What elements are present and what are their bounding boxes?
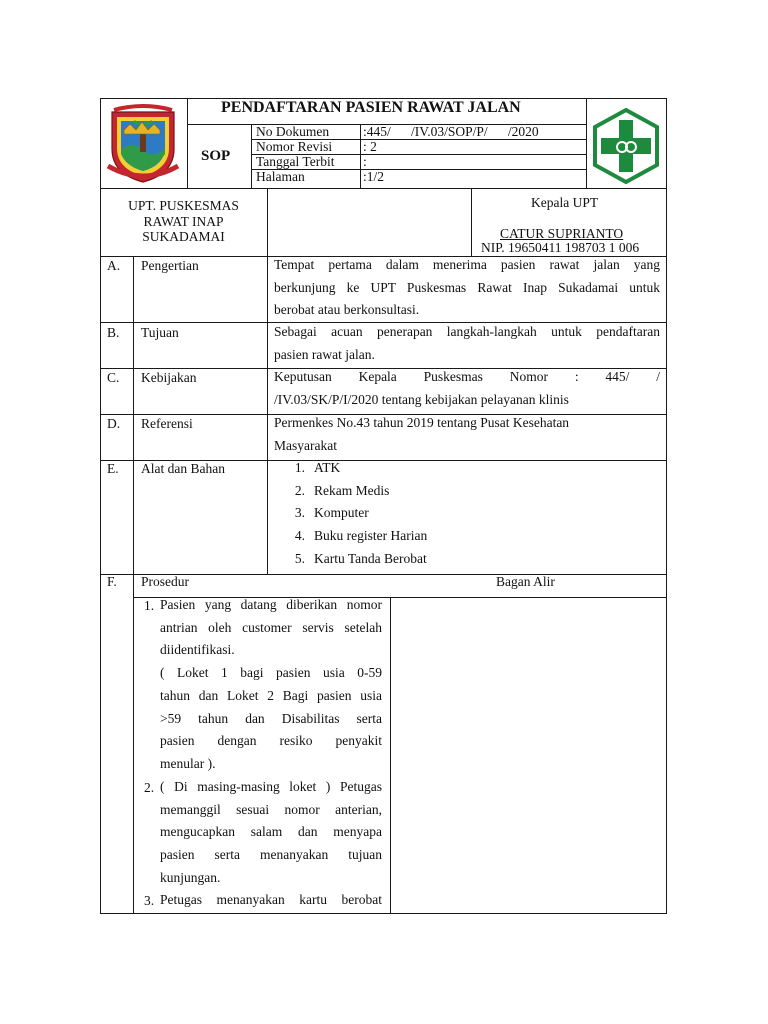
- step-1-text: Pasien yang datang diberikan nomor antrian oleh customer servis setelah diidentifikasi. ( Loket 1 bagi pasien usia 0-59 tahun dan Loket 2 Bagi pasien usia >59 tahun dan Disabilitas serta pasien dengan resiko penyakit menular ).: [160, 597, 382, 771]
- section-c-line1: Keputusan Kepala Puskesmas Nomor : 445/ /: [274, 369, 660, 384]
- section-a-line3: berobat atau berkonsultasi.: [274, 302, 420, 318]
- section-b-line2: pasien rawat jalan.: [274, 346, 375, 362]
- section-c-line2: /IV.03/SK/P/I/2020 tentang kebijakan pelayanan klinis: [274, 391, 569, 407]
- document-title: PENDAFTARAN PASIEN RAWAT JALAN: [221, 99, 521, 116]
- signatory-nip: NIP. 19650411 198703 1 006: [481, 240, 640, 255]
- meta-value-halaman: :1/2: [363, 169, 385, 184]
- meta-value-no-dokumen: :445/ /IV.03/SOP/P/ /2020: [363, 124, 539, 139]
- section-a-line2: berkunjung ke UPT Puskesmas Rawat Inap Sukadamai untuk: [274, 279, 660, 295]
- section-d-line2: Masyarakat: [274, 437, 337, 453]
- section-c-label: Kebijakan: [141, 370, 197, 385]
- section-d-text: [274, 412, 660, 457]
- section-c-text: [274, 366, 660, 411]
- list-item: 3. Komputer: [294, 505, 369, 521]
- list-item: 4. Buku register Harian: [294, 528, 428, 544]
- section-d-label: Referensi: [141, 416, 193, 431]
- list-item: 1. ATK: [294, 460, 341, 475]
- section-c-letter: C.: [107, 370, 120, 385]
- org-name-line2: RAWAT INAP: [143, 213, 224, 229]
- section-f-letter: F.: [107, 574, 117, 589]
- meta-label-tanggal-terbit: Tanggal Terbit: [256, 154, 335, 169]
- section-f-label: Prosedur: [141, 574, 189, 589]
- signatory-name: CATUR SUPRIANTO: [500, 226, 624, 241]
- section-d-line1: Permenkes No.43 tahun 2019 tentang Pusat Kesehatan: [274, 415, 570, 430]
- signatory-position: Kepala UPT: [531, 195, 599, 210]
- step-3-text: Petugas menanyakan kartu berobat: [160, 892, 382, 907]
- section-b-text: [274, 321, 660, 366]
- org-name-line1: UPT. PUSKESMAS: [128, 198, 239, 213]
- section-a-label: Pengertian: [141, 258, 199, 273]
- step-1-number: 1.: [144, 598, 155, 613]
- flowchart-header: Bagan Alir: [496, 574, 555, 589]
- sop-label: SOP: [201, 148, 231, 164]
- section-b-letter: B.: [107, 325, 120, 340]
- regency-emblem-icon: [104, 104, 182, 184]
- section-a-letter: A.: [107, 258, 121, 273]
- section-b-label: Tujuan: [141, 325, 179, 340]
- step-2-number: 2.: [144, 780, 155, 795]
- meta-label-no-dokumen: No Dokumen: [256, 124, 330, 139]
- meta-value-tanggal-terbit: :: [363, 154, 367, 169]
- section-d-letter: D.: [107, 416, 121, 431]
- list-item: 2. Rekam Medis: [294, 482, 390, 498]
- section-e-label: Alat dan Bahan: [141, 461, 225, 476]
- meta-label-nomor-revisi: Nomor Revisi: [256, 139, 333, 154]
- org-name-line3: SUKADAMAI: [142, 229, 225, 244]
- section-a-line1: Tempat pertama dalam menerima pasien rawat jalan yang: [274, 257, 660, 272]
- section-a-text: [274, 254, 660, 322]
- step-3-number: 3.: [144, 893, 155, 908]
- tools-list: [283, 457, 427, 570]
- section-e-letter: E.: [107, 461, 119, 476]
- meta-value-nomor-revisi: : 2: [363, 139, 377, 154]
- org-name: [100, 198, 267, 245]
- step-2-text: ( Di masing-masing loket ) Petugas memanggil sesuai nomor anterian, mengucapkan salam dan menyapa pasien serta menanyakan tujuan kunjungan.: [160, 779, 382, 885]
- meta-label-halaman: Halaman: [256, 169, 305, 184]
- puskesmas-cross-icon: [591, 108, 661, 184]
- list-item: 5. Kartu Tanda Berobat: [294, 550, 427, 566]
- section-b-line1: Sebagai acuan penerapan langkah-langkah untuk pendaftaran: [274, 324, 660, 339]
